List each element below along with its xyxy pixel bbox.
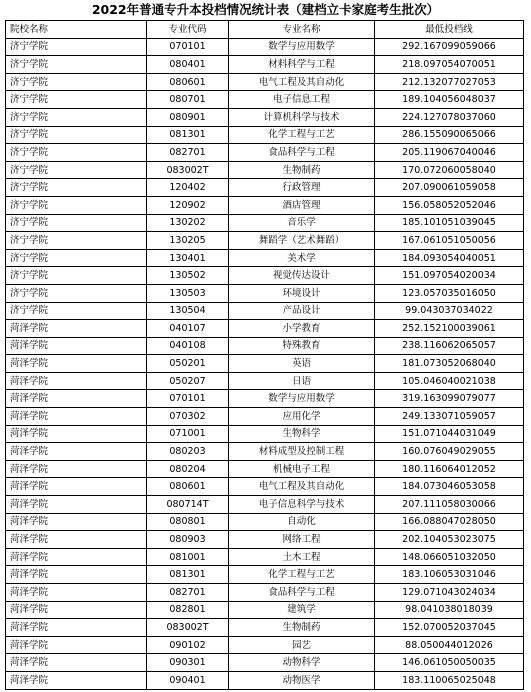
- major-name-cell: 网络工程: [229, 531, 375, 549]
- major-code-cell: 070101: [147, 390, 229, 408]
- admission-table: [5, 20, 524, 690]
- major-name-cell: 食品科学与工程: [229, 584, 375, 602]
- table-row: [6, 584, 524, 602]
- min-score-cell: 319.163099079077: [375, 390, 524, 408]
- major-code-cell: 080903: [147, 531, 229, 549]
- major-name-cell: 建筑学: [229, 601, 375, 619]
- major-name-cell: 数学与应用数学: [229, 390, 375, 408]
- major-code-cell: 120402: [147, 179, 229, 197]
- table-row: [6, 302, 524, 320]
- table-row: [6, 179, 524, 197]
- major-name-cell: 视觉传达设计: [229, 267, 375, 285]
- school-name-cell: 济宁学院: [6, 196, 147, 214]
- school-name-cell: 济宁学院: [6, 108, 147, 126]
- major-name-cell: 化学工程与工艺: [229, 126, 375, 144]
- table-row: [6, 566, 524, 584]
- major-code-cell: 082701: [147, 144, 229, 162]
- major-code-cell: 081301: [147, 126, 229, 144]
- table-row: [6, 496, 524, 514]
- min-score-cell: 151.097054020034: [375, 267, 524, 285]
- min-score-cell: 205.119067040046: [375, 144, 524, 162]
- school-name-cell: 菏泽学院: [6, 390, 147, 408]
- school-name-cell: 济宁学院: [6, 91, 147, 109]
- table-row: [6, 372, 524, 390]
- major-code-cell: 130202: [147, 214, 229, 232]
- header-school: 院校名称: [6, 21, 147, 39]
- table-row: [6, 144, 524, 162]
- school-name-cell: 菏泽学院: [6, 337, 147, 355]
- min-score-cell: 146.061050050035: [375, 654, 524, 672]
- school-name-cell: 菏泽学院: [6, 548, 147, 566]
- header-major: 专业名称: [229, 21, 375, 39]
- major-name-cell: 自动化: [229, 513, 375, 531]
- min-score-cell: 156.058052052046: [375, 196, 524, 214]
- min-score-cell: 202.104053023075: [375, 531, 524, 549]
- table-row: [6, 619, 524, 637]
- table-row: [6, 478, 524, 496]
- school-name-cell: 菏泽学院: [6, 671, 147, 689]
- major-name-cell: 行政管理: [229, 179, 375, 197]
- major-name-cell: 小学教育: [229, 320, 375, 338]
- table-row: [6, 425, 524, 443]
- table-row: [6, 56, 524, 74]
- table-row: [6, 320, 524, 338]
- major-name-cell: 电子信息科学与技术: [229, 496, 375, 514]
- table-body: [6, 38, 524, 689]
- table-row: [6, 443, 524, 461]
- min-score-cell: 88.050044012026: [375, 636, 524, 654]
- major-code-cell: 130502: [147, 267, 229, 285]
- major-name-cell: 土木工程: [229, 548, 375, 566]
- school-name-cell: 菏泽学院: [6, 601, 147, 619]
- min-score-cell: 184.073046053058: [375, 478, 524, 496]
- school-name-cell: 菏泽学院: [6, 460, 147, 478]
- major-name-cell: 特殊教育: [229, 337, 375, 355]
- major-code-cell: 090102: [147, 636, 229, 654]
- major-name-cell: 舞蹈学（艺术舞蹈）: [229, 232, 375, 250]
- major-code-cell: 083002T: [147, 161, 229, 179]
- table-row: [6, 548, 524, 566]
- major-name-cell: 英语: [229, 355, 375, 373]
- major-name-cell: 生物制药: [229, 161, 375, 179]
- school-name-cell: 济宁学院: [6, 161, 147, 179]
- major-name-cell: 化学工程与工艺: [229, 566, 375, 584]
- school-name-cell: 济宁学院: [6, 126, 147, 144]
- major-code-cell: 083002T: [147, 619, 229, 637]
- major-name-cell: 食品科学与工程: [229, 144, 375, 162]
- major-code-cell: 080701: [147, 91, 229, 109]
- major-code-cell: 080801: [147, 513, 229, 531]
- major-code-cell: 080401: [147, 56, 229, 74]
- table-row: [6, 91, 524, 109]
- min-score-cell: 99.043037034022: [375, 302, 524, 320]
- table-row: [6, 73, 524, 91]
- major-name-cell: 电气工程及其自动化: [229, 73, 375, 91]
- major-name-cell: 应用化学: [229, 408, 375, 426]
- major-code-cell: 040107: [147, 320, 229, 338]
- school-name-cell: 济宁学院: [6, 73, 147, 91]
- major-name-cell: 电气工程及其自动化: [229, 478, 375, 496]
- table-row: [6, 214, 524, 232]
- major-code-cell: 071001: [147, 425, 229, 443]
- major-code-cell: 090401: [147, 671, 229, 689]
- min-score-cell: 152.070052037045: [375, 619, 524, 637]
- min-score-cell: 151.071044031049: [375, 425, 524, 443]
- min-score-cell: 207.090061059058: [375, 179, 524, 197]
- major-code-cell: 070101: [147, 38, 229, 56]
- major-code-cell: 130205: [147, 232, 229, 250]
- table-row: [6, 408, 524, 426]
- major-code-cell: 080601: [147, 73, 229, 91]
- table-row: [6, 654, 524, 672]
- major-name-cell: 日语: [229, 372, 375, 390]
- major-code-cell: 082801: [147, 601, 229, 619]
- min-score-cell: 292.167099059066: [375, 38, 524, 56]
- min-score-cell: 105.046040021038: [375, 372, 524, 390]
- major-name-cell: 数学与应用数学: [229, 38, 375, 56]
- major-name-cell: 美术学: [229, 249, 375, 267]
- table-row: [6, 196, 524, 214]
- min-score-cell: 160.076049029055: [375, 443, 524, 461]
- major-name-cell: 机械电子工程: [229, 460, 375, 478]
- min-score-cell: 252.152100039061: [375, 320, 524, 338]
- school-name-cell: 济宁学院: [6, 232, 147, 250]
- major-name-cell: 材料成型及控制工程: [229, 443, 375, 461]
- table-row: [6, 671, 524, 689]
- min-score-cell: 180.116064012052: [375, 460, 524, 478]
- major-code-cell: 070302: [147, 408, 229, 426]
- header-score: 最低投档线: [375, 21, 524, 39]
- min-score-cell: 286.155090065066: [375, 126, 524, 144]
- school-name-cell: 菏泽学院: [6, 425, 147, 443]
- school-name-cell: 济宁学院: [6, 284, 147, 302]
- table-row: [6, 355, 524, 373]
- page-title: 2022年普通专升本投档情况统计表（建档立卡家庭考生批次）: [91, 2, 440, 17]
- major-code-cell: 130401: [147, 249, 229, 267]
- school-name-cell: 济宁学院: [6, 56, 147, 74]
- table-header-row: [6, 21, 524, 39]
- school-name-cell: 菏泽学院: [6, 372, 147, 390]
- table-row: [6, 232, 524, 250]
- table-row: [6, 337, 524, 355]
- major-code-cell: 080714T: [147, 496, 229, 514]
- header-code: 专业代码: [147, 21, 229, 39]
- table-row: [6, 249, 524, 267]
- school-name-cell: 菏泽学院: [6, 584, 147, 602]
- min-score-cell: 185.101051039045: [375, 214, 524, 232]
- major-name-cell: 电子信息工程: [229, 91, 375, 109]
- table-row: [6, 267, 524, 285]
- min-score-cell: 207.111058030066: [375, 496, 524, 514]
- school-name-cell: 济宁学院: [6, 302, 147, 320]
- major-code-cell: 130504: [147, 302, 229, 320]
- min-score-cell: 181.073052068040: [375, 355, 524, 373]
- school-name-cell: 济宁学院: [6, 38, 147, 56]
- major-name-cell: 酒店管理: [229, 196, 375, 214]
- school-name-cell: 济宁学院: [6, 249, 147, 267]
- min-score-cell: 224.127078037060: [375, 108, 524, 126]
- major-name-cell: 生物科学: [229, 425, 375, 443]
- min-score-cell: 184.093054040051: [375, 249, 524, 267]
- major-code-cell: 040108: [147, 337, 229, 355]
- min-score-cell: 238.116062065057: [375, 337, 524, 355]
- major-name-cell: 生物制药: [229, 619, 375, 637]
- school-name-cell: 菏泽学院: [6, 355, 147, 373]
- min-score-cell: 123.057035016050: [375, 284, 524, 302]
- school-name-cell: 济宁学院: [6, 214, 147, 232]
- school-name-cell: 菏泽学院: [6, 320, 147, 338]
- min-score-cell: 129.071043024034: [375, 584, 524, 602]
- min-score-cell: 167.061051050056: [375, 232, 524, 250]
- major-code-cell: 081001: [147, 548, 229, 566]
- min-score-cell: 170.072060058040: [375, 161, 524, 179]
- school-name-cell: 菏泽学院: [6, 654, 147, 672]
- min-score-cell: 183.110065025048: [375, 671, 524, 689]
- table-row: [6, 38, 524, 56]
- school-name-cell: 济宁学院: [6, 179, 147, 197]
- major-name-cell: 产品设计: [229, 302, 375, 320]
- school-name-cell: 菏泽学院: [6, 478, 147, 496]
- major-code-cell: 082701: [147, 584, 229, 602]
- table-row: [6, 460, 524, 478]
- min-score-cell: 183.106053031046: [375, 566, 524, 584]
- min-score-cell: 249.133071059057: [375, 408, 524, 426]
- school-name-cell: 菏泽学院: [6, 636, 147, 654]
- major-name-cell: 计算机科学与技术: [229, 108, 375, 126]
- major-name-cell: 园艺: [229, 636, 375, 654]
- major-code-cell: 120902: [147, 196, 229, 214]
- major-code-cell: 080204: [147, 460, 229, 478]
- major-code-cell: 090301: [147, 654, 229, 672]
- school-name-cell: 济宁学院: [6, 144, 147, 162]
- major-code-cell: 050207: [147, 372, 229, 390]
- table-row: [6, 108, 524, 126]
- min-score-cell: 148.066051032050: [375, 548, 524, 566]
- school-name-cell: 菏泽学院: [6, 619, 147, 637]
- school-name-cell: 菏泽学院: [6, 408, 147, 426]
- major-code-cell: 130503: [147, 284, 229, 302]
- major-code-cell: 050201: [147, 355, 229, 373]
- table-row: [6, 390, 524, 408]
- school-name-cell: 菏泽学院: [6, 513, 147, 531]
- table-row: [6, 601, 524, 619]
- major-code-cell: 080901: [147, 108, 229, 126]
- table-row: [6, 531, 524, 549]
- table-row: [6, 126, 524, 144]
- major-code-cell: 080601: [147, 478, 229, 496]
- major-code-cell: 080203: [147, 443, 229, 461]
- min-score-cell: 98.041038018039: [375, 601, 524, 619]
- major-name-cell: 动物科学: [229, 654, 375, 672]
- school-name-cell: 菏泽学院: [6, 566, 147, 584]
- min-score-cell: 166.088047028050: [375, 513, 524, 531]
- table-row: [6, 284, 524, 302]
- school-name-cell: 济宁学院: [6, 267, 147, 285]
- major-name-cell: 音乐学: [229, 214, 375, 232]
- major-code-cell: 081301: [147, 566, 229, 584]
- min-score-cell: 218.097054070051: [375, 56, 524, 74]
- table-row: [6, 636, 524, 654]
- min-score-cell: 212.132077027053: [375, 73, 524, 91]
- school-name-cell: 菏泽学院: [6, 443, 147, 461]
- school-name-cell: 菏泽学院: [6, 496, 147, 514]
- major-name-cell: 材料科学与工程: [229, 56, 375, 74]
- min-score-cell: 189.104056048037: [375, 91, 524, 109]
- major-name-cell: 动物医学: [229, 671, 375, 689]
- table-row: [6, 513, 524, 531]
- major-name-cell: 环境设计: [229, 284, 375, 302]
- table-row: [6, 161, 524, 179]
- school-name-cell: 菏泽学院: [6, 531, 147, 549]
